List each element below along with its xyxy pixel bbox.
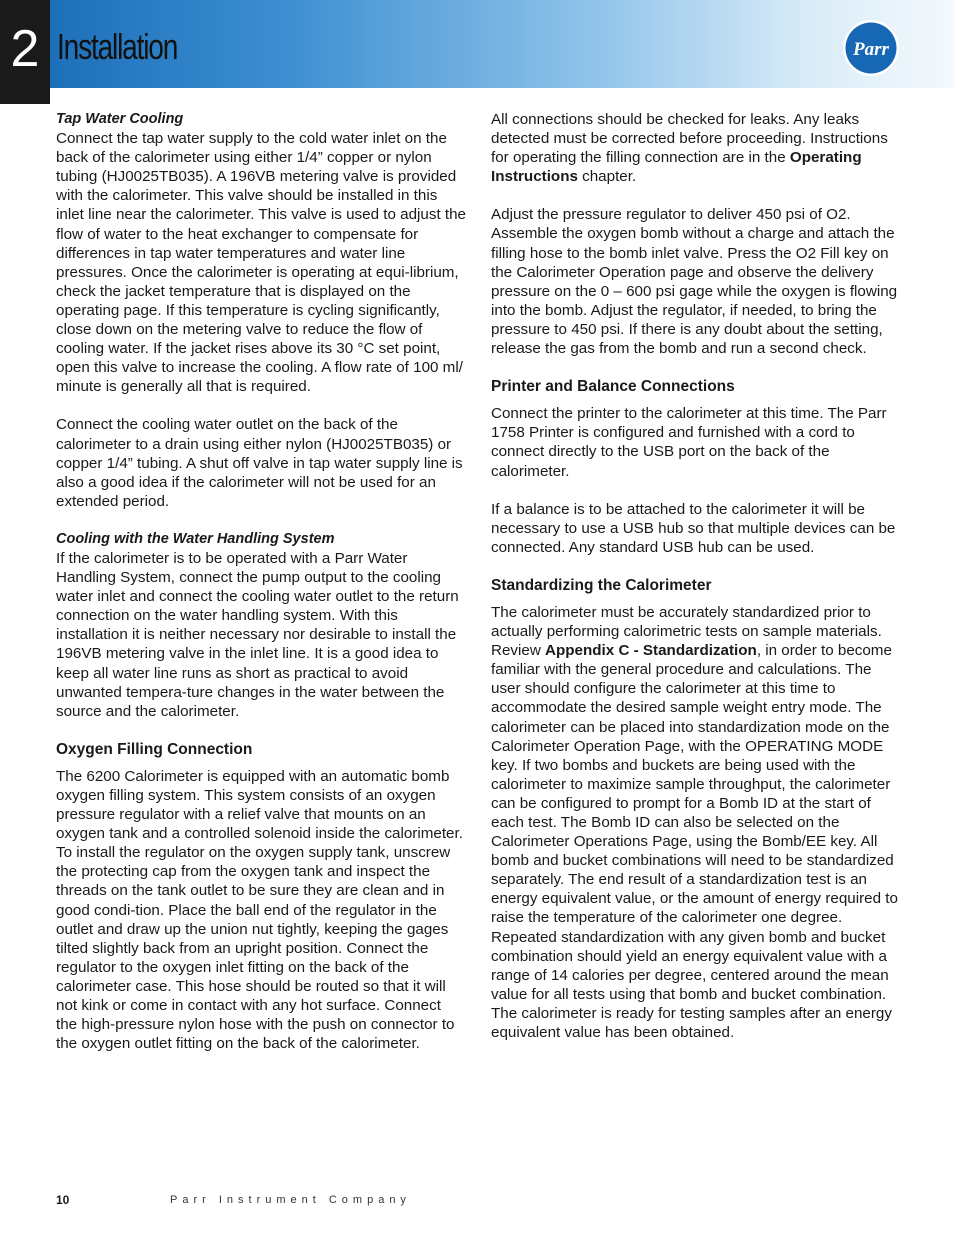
logo-text: Parr bbox=[853, 39, 889, 60]
water-handling-paragraph: If the calorimeter is to be operated with a Parr Water Handling System, connect the pump output to the cooling water inlet and connect the cooling water outlet to the return connection on the water handling system. With this installation it is neither necessary nor desirable to install the 196VB metering valve in the inlet line. It is a good idea to keep all water line runs as short as practical to avoid unwanted tempera-ture changes in the water between the source and the calorimeter. bbox=[56, 549, 459, 720]
water-handling-heading: Cooling with the Water Handling System bbox=[56, 530, 335, 547]
parr-logo bbox=[842, 19, 900, 77]
page-number: 10 bbox=[56, 1193, 70, 1207]
printer-balance-heading: Printer and Balance Connections bbox=[491, 378, 735, 396]
chapter-title: Installation bbox=[57, 26, 178, 67]
balance-paragraph: If a balance is to be attached to the calorimeter it will be necessary to use a USB hub so that multiple devices can be connected. Any standard USB hub can be used. bbox=[491, 500, 896, 556]
operating-instructions-ref: Operating Instructions bbox=[491, 149, 862, 186]
oxygen-filling-heading: Oxygen Filling Connection bbox=[56, 740, 253, 758]
tap-water-paragraph-1: Connect the tap water supply to the cold water inlet on the back of the calorimeter using either 1/4” copper or nylon tubing (HJ0025TB035). A 196VB metering valve is provided with the calorimeter. This valve should be installed in this inlet line near the calorimeter. This valve is used to adjust the flow of water to the heat exchanger to compensate for differences in tap water temperatures and water line pressures. Once the calorimeter is operating at equi-librium, check the jacket temperature that is displayed on the operating page. If this temperature is cycling significantly, close down on the metering valve to reduce the flow of cooling water. If the jacket rises above its 30 °C set point, open this valve to increase the cooling. A flow rate of 100 ml/ minute is generally all that is required. bbox=[56, 130, 467, 396]
water-handling-section bbox=[56, 530, 466, 721]
leaks-paragraph bbox=[491, 110, 901, 186]
left-column bbox=[56, 110, 466, 1072]
printer-paragraph: Connect the printer to the calorimeter at this time. The Parr 1758 Printer is configured and furnished with a cord to connect directly to the USB port on the back of the calorimeter. bbox=[491, 405, 887, 480]
standardizing-text-pre: The calorimeter must be accurately standardized prior to actually performing calorimetric tests on sample materials. Review bbox=[491, 603, 882, 660]
pressure-regulator-paragraph: Adjust the pressure regulator to deliver 450 psi of O2. Assemble the oxygen bomb without a charge and attach the filling hose to the bomb inlet valve. Press the O2 Fill key on the Calorimeter Operation page and observe the delivery pressure on the 0 – 600 psi gage while the oxygen is flowing into the bomb. Adjust the regulator, if needed, to bring the pressure to 450 psi. If there is any doubt about the setting, release the gas from the bomb and run a second check. bbox=[491, 206, 898, 358]
leaks-text-post: chapter. bbox=[577, 168, 637, 186]
appendix-c-ref: Appendix C - Standardization bbox=[545, 642, 757, 660]
footer-company: Parr Instrument Company bbox=[170, 1194, 411, 1206]
standardizing-paragraph bbox=[491, 603, 901, 1042]
standardizing-heading: Standardizing the Calorimeter bbox=[491, 576, 712, 594]
tap-water-section bbox=[56, 110, 466, 396]
right-column bbox=[491, 110, 901, 1061]
leaks-text-pre: All connections should be checked for leaks. Any leaks detected must be corrected before proceeding. Instructions for operating the filling connection are in the bbox=[491, 111, 888, 167]
chapter-number: 2 bbox=[0, 0, 50, 104]
tap-water-heading: Tap Water Cooling bbox=[56, 111, 184, 127]
standardizing-text-post: , in order to become familiar with the general procedure and calculations. The user should configure the calorimeter at this time to accommodate the desired sample weight entry mode. The calorimeter can be placed into standardization mode on the Calorimeter Operation Page, with the OPERATING MODE key. If two bombs and buckets are being used with the calorimeter to maximize sample throughput, the calorimeter can be configured to prompt for a Bomb ID at the start of each test. The Bomb ID can also be selected on the Calorimeter Operations Page, using the Bomb/EE key. All bomb and bucket combinations will need to be standardized separately. The end result of a standardization test is an energy equivalent value, or the amount of energy required to raise the temperature of the calorimeter one degree. Repeated standardization with any given bomb and bucket combination should yield an energy equivalent value with a range of 14 calories per degree, centered around the mean value for all tests using that bomb and bucket combination. The calorimeter is ready for testing samples after an energy equivalent value has been obtained. bbox=[491, 642, 898, 1042]
tap-water-paragraph-2: Connect the cooling water outlet on the back of the calorimeter to a drain using either nylon (HJ0025TB035) or copper 1/4” tubing. A shut off valve in tap water supply line is also a good idea if the calorimeter will not be used for an extended period. bbox=[56, 416, 463, 510]
oxygen-filling-paragraph: The 6200 Calorimeter is equipped with an automatic bomb oxygen filling system. This system consists of an oxygen pressure regulator with a relief valve that mounts on an oxygen tank and a controlled solenoid inside the calorimeter. To install the regulator on the oxygen supply tank, unscrew the protecting cap from the oxygen tank and inspect the threads on the tank outlet to be sure they are clean and in good condi-tion. Place the ball end of the regulator in the outlet and draw up the union nut tightly, keeping the gages tilted slightly back from an upright position. Connect the regulator to the oxygen inlet fitting on the back of the calorimeter case. This hose should be routed so that it will not kink or come in contact with any hot surface. Connect the high-pressure nylon hose with the push on connector to the oxygen outlet fitting on the back of the calorimeter. bbox=[56, 767, 463, 1053]
